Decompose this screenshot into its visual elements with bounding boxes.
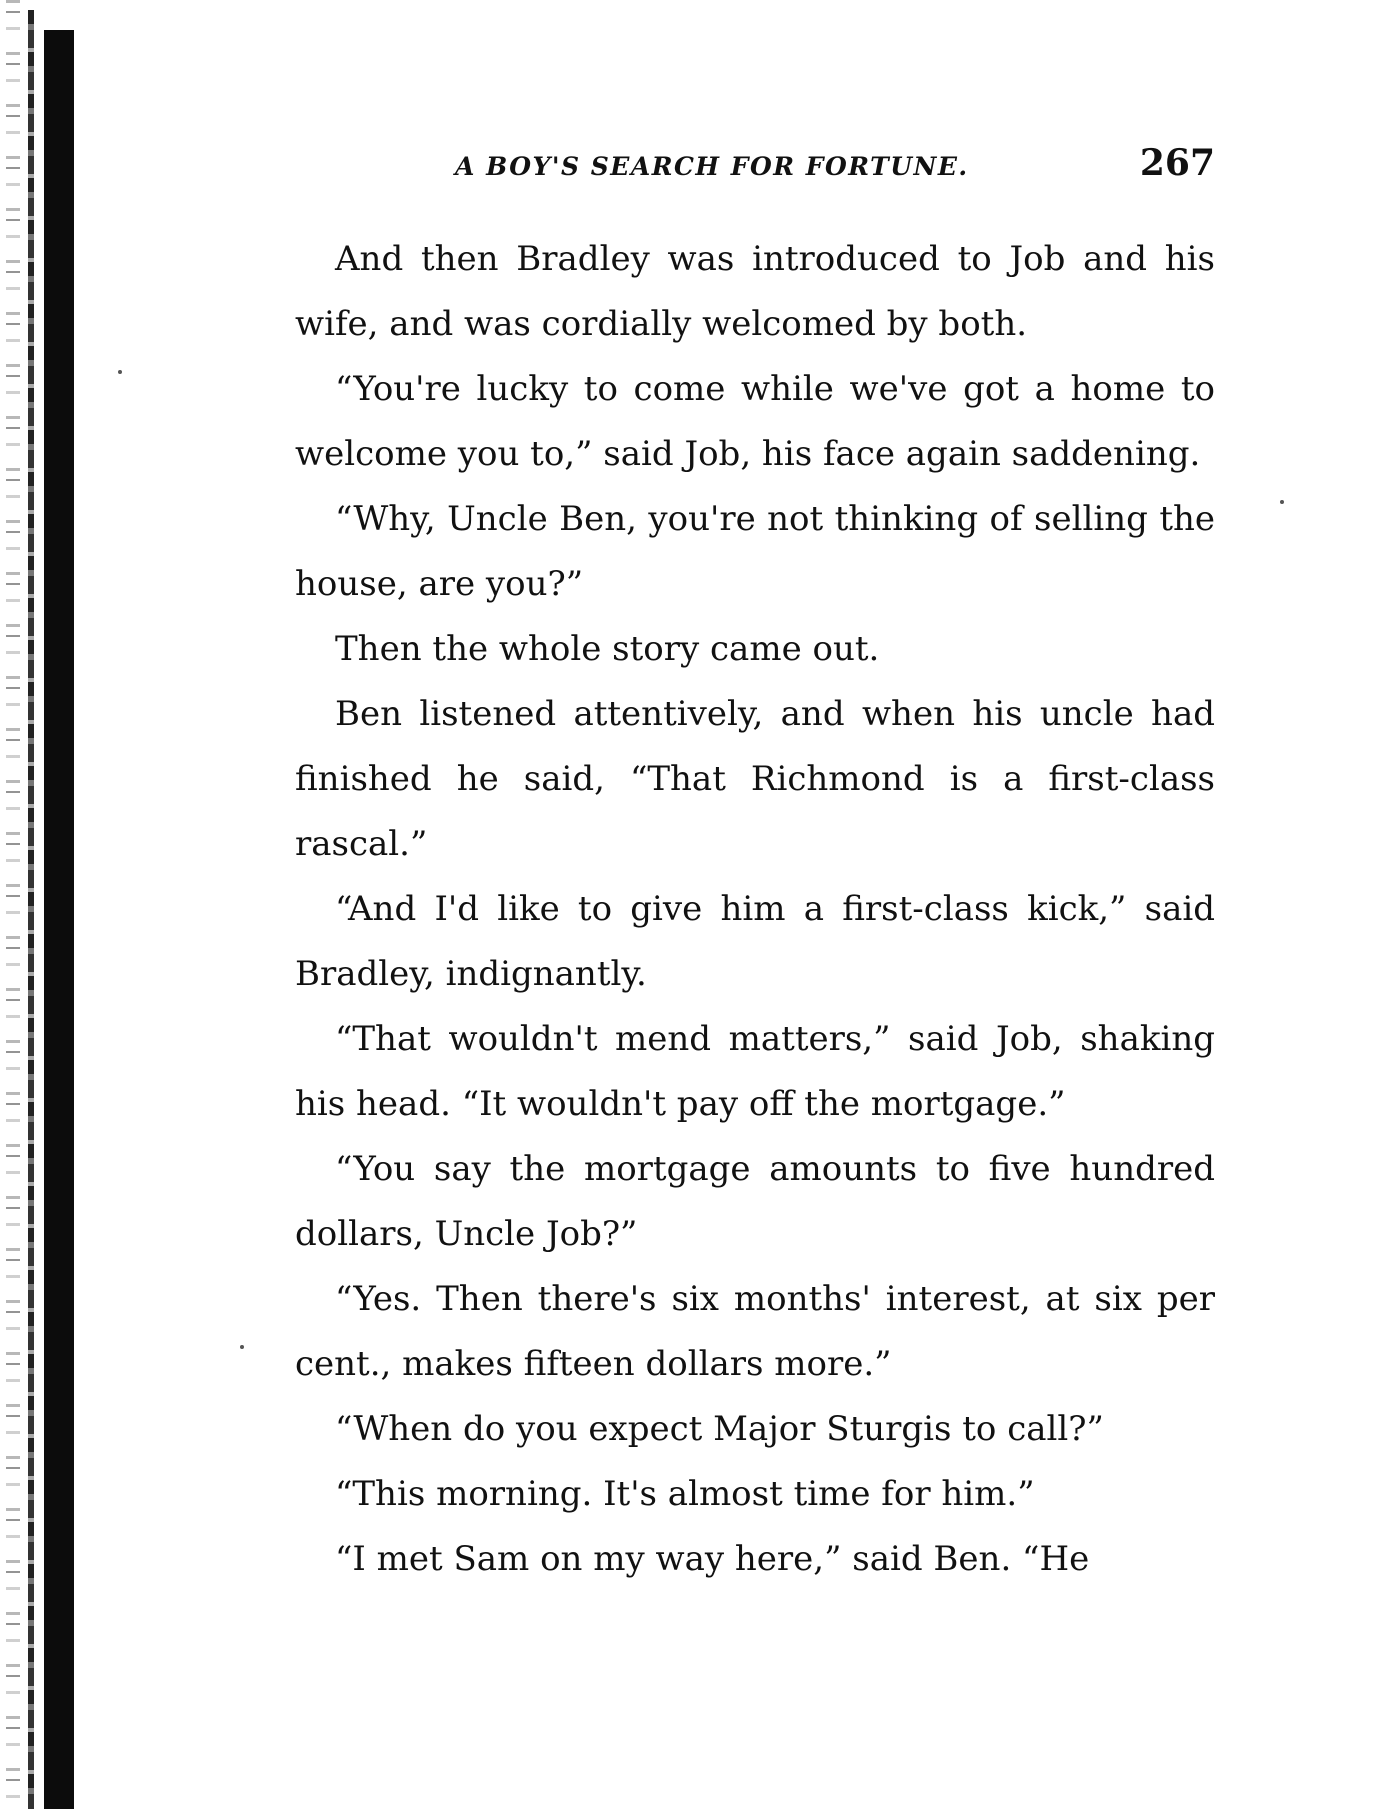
spine-dark-band [44,30,74,1809]
running-title: A BOY'S SEARCH FOR FORTUNE. [455,152,969,181]
stray-mark [1280,500,1284,504]
paragraph: “You're lucky to come while we've got a home to welcome you to,” said Job, his face again saddening. [295,369,1215,474]
paragraph: And then Bradley was introduced to Job and his wife, and was cordially welcomed by both. [295,239,1215,344]
paragraph: “I met Sam on my way here,” said Ben. “He [335,1539,1090,1579]
stray-mark [240,1345,244,1349]
paragraph: Ben listened attentively, and when his uncle had finished he said, “That Richmond is a first-class rascal.” [295,694,1215,864]
paragraph: “And I'd like to give him a first-class kick,” said Bradley, indignantly. [295,889,1215,994]
paragraph: “When do you expect Major Sturgis to call?” [335,1409,1104,1449]
page-number: 267 [1139,142,1215,184]
paragraph: “Why, Uncle Ben, you're not thinking of selling the house, are you?” [295,499,1215,604]
stray-mark [118,370,122,374]
book-spine-edge [0,0,80,1809]
paragraph: “You say the mortgage amounts to five hundred dollars, Uncle Job?” [295,1149,1215,1254]
paragraph: Then the whole story came out. [335,629,880,669]
page-header [295,142,1215,192]
spine-thin-line [28,10,34,1809]
paragraph: “This morning. It's almost time for him.” [335,1474,1035,1514]
paragraph: “That wouldn't mend matters,” said Job, shaking his head. “It wouldn't pay off the mortgage.” [295,1019,1215,1124]
page-body [295,227,1215,1592]
paragraph: “Yes. Then there's six months' interest, at six per cent., makes fifteen dollars more.” [295,1279,1215,1384]
spine-speckle [6,0,20,1809]
